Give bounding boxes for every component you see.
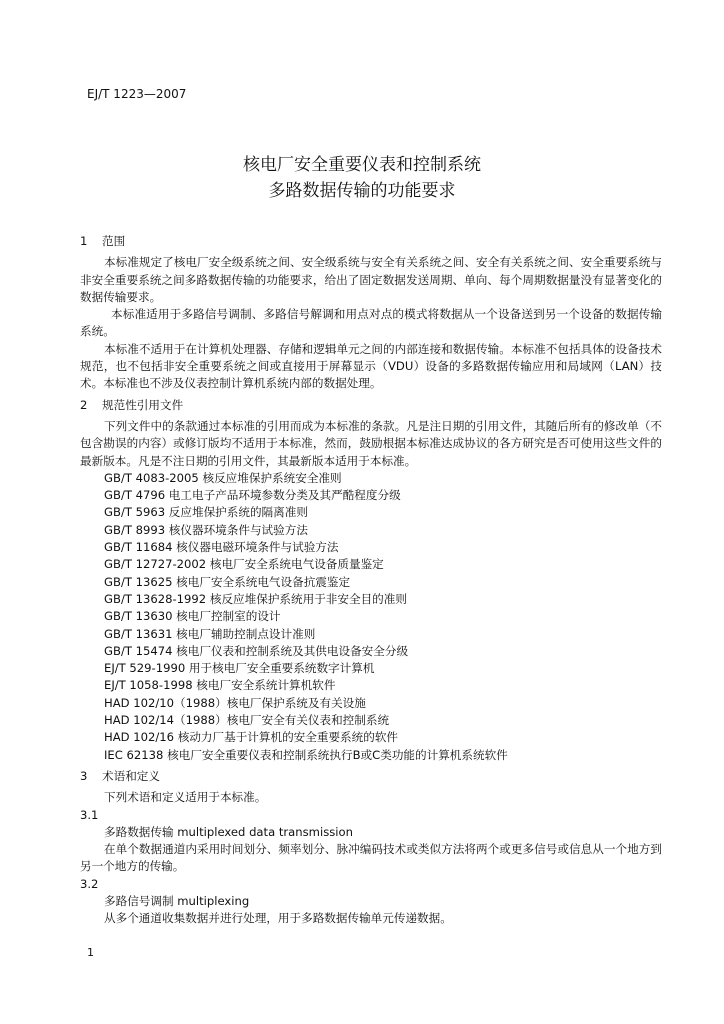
- term-definition: 在单个数据通道内采用时间划分、频率划分、脉冲编码技术或类似方法将两个或更多信号或信息从一个地方到另一个地方的传输。: [80, 842, 662, 874]
- reference-item: GB/T 4083-2005 核反应堆保护系统安全准则: [104, 470, 342, 485]
- term-entry: [80, 807, 662, 876]
- reference-item: EJ/T 1058-1998 核电厂安全系统计算机软件: [104, 678, 336, 693]
- section-heading: [80, 397, 662, 414]
- paragraph: 本标准适用于多路信号调制、多路信号解调和用点对点的模式将数据从一个设备送到另一个设备的数据传输系统。: [80, 307, 662, 339]
- term-name: 多路信号调制 multiplexing: [104, 893, 250, 908]
- reference-item: GB/T 4796 电工电子产品环境参数分类及其严酷程度分级: [104, 488, 401, 503]
- term-definition: 从多个通道收集数据并进行处理，用于多路数据传输单元传递数据。: [104, 911, 452, 926]
- section-number: 3: [80, 768, 88, 783]
- section-number: 2: [80, 397, 88, 412]
- reference-item: HAD 102/14（1988）核电厂安全有关仪表和控制系统: [104, 713, 390, 728]
- document-title: [0, 152, 724, 204]
- title-line-1: 核电厂安全重要仪表和控制系统: [243, 155, 481, 175]
- reference-item: GB/T 15474 核电厂仪表和控制系统及其供电设备安全分级: [104, 643, 409, 658]
- reference-item: HAD 102/16 核动力厂基于计算机的安全重要系统的软件: [104, 730, 399, 745]
- paragraph: 本标准不适用于在计算机处理器、存储和逻辑单元之间的内部连接和数据传输。本标准不包括具体的设备技术规范，也不包括非安全重要系统之间或直接用于屏幕显示（VDU）设备的多路数据传输应用和局域网（LAN）技术。本标准也不涉及仪表控制计算机系统内部的数据处理。: [80, 341, 662, 391]
- paragraph: 下列术语和定义适用于本标准。: [104, 790, 267, 805]
- standard-code: EJ/T 1223—2007: [87, 87, 187, 101]
- reference-list: [80, 470, 662, 764]
- page-number: 1: [87, 946, 94, 959]
- term-entry: [80, 876, 662, 928]
- paragraph: 本标准规定了核电厂安全级系统之间、安全级系统与安全有关系统之间、安全有关系统之间、安全重要系统与非安全重要系统之间多路数据传输的功能要求，给出了固定数据发送周期、单向、每个周期数据量没有显著变化的数据传输要求。: [80, 255, 662, 304]
- section-terms-definitions: [80, 768, 662, 928]
- section-number: 1: [80, 234, 88, 248]
- section-scope: [80, 233, 662, 393]
- term-name: 多路数据传输 multiplexed data transmission: [104, 824, 353, 839]
- section-title: 规范性引用文件: [102, 397, 184, 412]
- reference-item: GB/T 11684 核仪器电磁环境条件与试验方法: [104, 540, 339, 555]
- reference-item: GB/T 13631 核电厂辅助控制点设计准则: [104, 626, 316, 641]
- reference-item: GB/T 13630 核电厂控制室的设计: [104, 609, 281, 624]
- reference-item: GB/T 5963 反应堆保护系统的隔离准则: [104, 505, 308, 520]
- term-number: 3.1: [80, 807, 99, 822]
- document-body: [80, 233, 662, 928]
- paragraph: 下列文件中的条款通过本标准的引用而成为本标准的条款。凡是注日期的引用文件，其随后所有的修改单（不包含勘误的内容）或修订版均不适用于本标准，然而，鼓励根据本标准达成协议的各方研究是否可使用这些文件的最新版本。凡是不注日期的引用文件，其最新版本适用于本标准。: [80, 418, 662, 468]
- reference-item: HAD 102/10（1988）核电厂保护系统及有关设施: [104, 695, 366, 710]
- section-title: 范围: [102, 234, 126, 248]
- section-heading: [80, 233, 662, 250]
- term-number: 3.2: [80, 876, 99, 891]
- reference-item: GB/T 13628-1992 核反应堆保护系统用于非安全目的准则: [104, 591, 407, 606]
- reference-item: GB/T 12727-2002 核电厂安全系统电气设备质量鉴定: [104, 557, 384, 572]
- reference-item: GB/T 13625 核电厂安全系统电气设备抗震鉴定: [104, 574, 351, 589]
- reference-item: GB/T 8993 核仪器环境条件与试验方法: [104, 522, 308, 537]
- section-normative-references: [80, 397, 662, 764]
- title-line-2: 多路数据传输的功能要求: [268, 181, 456, 201]
- reference-item: EJ/T 529-1990 用于核电厂安全重要系统数字计算机: [104, 661, 375, 676]
- section-heading: [80, 768, 662, 785]
- reference-item: IEC 62138 核电厂安全重要仪表和控制系统执行B或C类功能的计算机系统软件: [104, 747, 508, 762]
- section-title: 术语和定义: [102, 768, 160, 783]
